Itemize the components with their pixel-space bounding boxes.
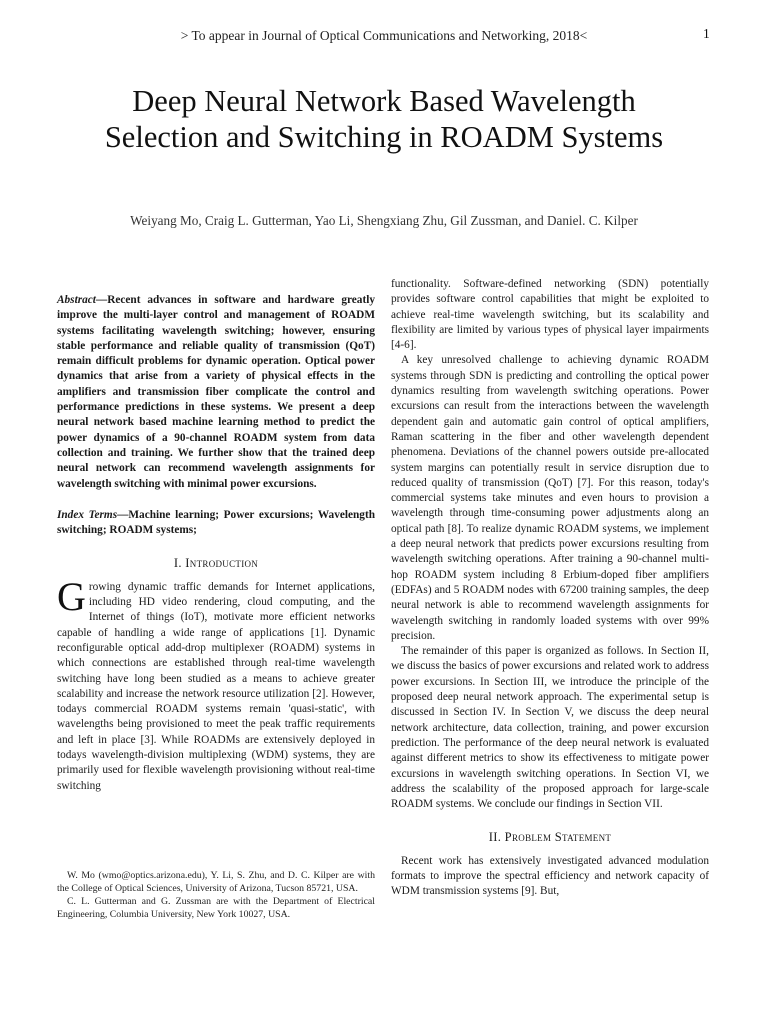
index-terms-text: —Machine learning; Power excursions; Wavelength switching; ROADM systems;: [57, 508, 375, 537]
page-number: 1: [703, 26, 710, 41]
running-header: > To appear in Journal of Optical Communications and Networking, 2018<: [180, 28, 588, 43]
index-terms-lead: Index Terms: [57, 508, 118, 521]
intro-paragraph-2: A key unresolved challenge to achieving dynamic ROADM systems through SDN is predicting and controlling the optical power dynamics resulting from wavelength switching operations. Power excursions can result from the interactions between the wavelength dependent gain and automatic gain control of optical amplifiers, Raman scattering in the fiber and other wavelength dependent phenomena. Deviations of the channel powers outside pre-allocated system margins can potentially result in service disruption due to reduced quality of transmission (QoT) [7]. For this reason, today's commercial systems take minutes and even hours to provision a wavelength through time-consuming power adjustments along an optical path [8]. To realize dynamic ROADM systems, we implement a deep neural network that predicts power excursions resulting from wavelength switching operations. After training a 90-channel multi-hop ROADM system including 8 Erbium-doped fiber amplifiers (EDFAs) and 5 ROADM nodes with 67200 training samples, the deep neural network is able to recommend wavelength assignments for wavelength switching in randomly loaded systems with over 99% precision.: [391, 354, 709, 642]
intro-paragraph-text: rowing dynamic traffic demands for Internet applications, including HD video rendering, cloud computing, and the Internet of things (IoT), motivate more efficient networks capable of handling a wide range of applications [1]. Dynamic reconfigurable optical add-drop multiplexer (ROADM) systems in which connections are established through real-time wavelength switching have long been studied as a means to achieve greater scalability and increase the network resource utilization [2]. However, todays commercial ROADM systems remain 'quasi-static', with wavelengths being provisioned to meet the peak traffic requirements and left in place [3]. While ROADMs are extensively deployed in todays wavelength-division multiplexing (WDM) systems, they are primarily used for flexible wavelength provisioning without real-time switching: [57, 580, 375, 792]
intro-continuation: functionality. Software-defined networking (SDN) potentially provides software control capabilities that might be exploited to achieve real-time wavelength switching, but its scalability and flexibility are limited by various types of physical layer impairments [4-6].: [391, 278, 709, 352]
abstract-lead: Abstract: [57, 294, 96, 306]
section-heading-problem-statement: [391, 830, 709, 845]
footnote-affiliation-1: W. Mo (wmo@optics.arizona.edu), Y. Li, S. Zhu, and D. C. Kilper are with the College of Optical Sciences, University of Arizona, Tucson 85721, USA.: [57, 870, 375, 894]
section-heading-introduction: [57, 556, 375, 571]
abstract-text: —Recent advances in software and hardware greatly improve the multi-layer control and management of ROADM systems facilitating wavelength switching; however, ensuring stable performance and reliable quality of transmission (QoT) remain difficult problems for dynamic operation. Optical power dynamics that arise from a variety of physical effects in the amplifiers and transmission fiber complicate the control and performance predictions in these systems. We present a deep neural network based machine learning method to predict the power dynamics of a 90-channel ROADM system from data collection and training. We further show that the trained deep neural network can recommend wavelength assignments for wavelength switching with minimal power excursions.: [57, 294, 375, 490]
section-title: Problem Statement: [504, 830, 612, 845]
abstract: [57, 293, 375, 492]
left-column: [57, 293, 375, 794]
section-title: Introduction: [185, 556, 259, 571]
section-number: II.: [488, 830, 502, 845]
footnote-affiliation-2: C. L. Gutterman and G. Zussman are with the Department of Electrical Engineering, Columbia University, New York 10027, USA.: [57, 896, 375, 920]
intro-paragraph: [57, 573, 375, 794]
section-number: I.: [173, 556, 182, 571]
right-column: [391, 277, 709, 900]
footnotes: [57, 869, 375, 921]
index-terms: [57, 508, 375, 539]
paper-title: Deep Neural Network Based Wavelength Selection and Switching in ROADM Systems: [104, 84, 664, 154]
problem-statement-paragraph: Recent work has extensively investigated advanced modulation formats to improve the spectral efficiency and network capacity of WDM transmission systems [9]. But,: [391, 854, 709, 898]
author-list: Weiyang Mo, Craig L. Gutterman, Yao Li, Shengxiang Zhu, Gil Zussman, and Daniel. C. Kilper: [130, 213, 638, 228]
intro-paragraph-3: The remainder of this paper is organized as follows. In Section II, we discuss the basics of power excursions and related work to address power excursions. In Section III, we introduce the principle of the proposed deep neural network approach. The experimental setup is discussed in Section IV. In Section V, we discuss the deep neural network architecture, data collection, training, and power excursion prediction. The performance of the deep neural network is evaluated against different metrics to show its effectiveness to mitigate power excursions in wavelength switching operations. In Section VI, we address the scalability of the proposed approach for large-scale ROADM systems. We conclude our findings in Section VII.: [391, 645, 709, 811]
drop-cap: G: [57, 573, 86, 619]
